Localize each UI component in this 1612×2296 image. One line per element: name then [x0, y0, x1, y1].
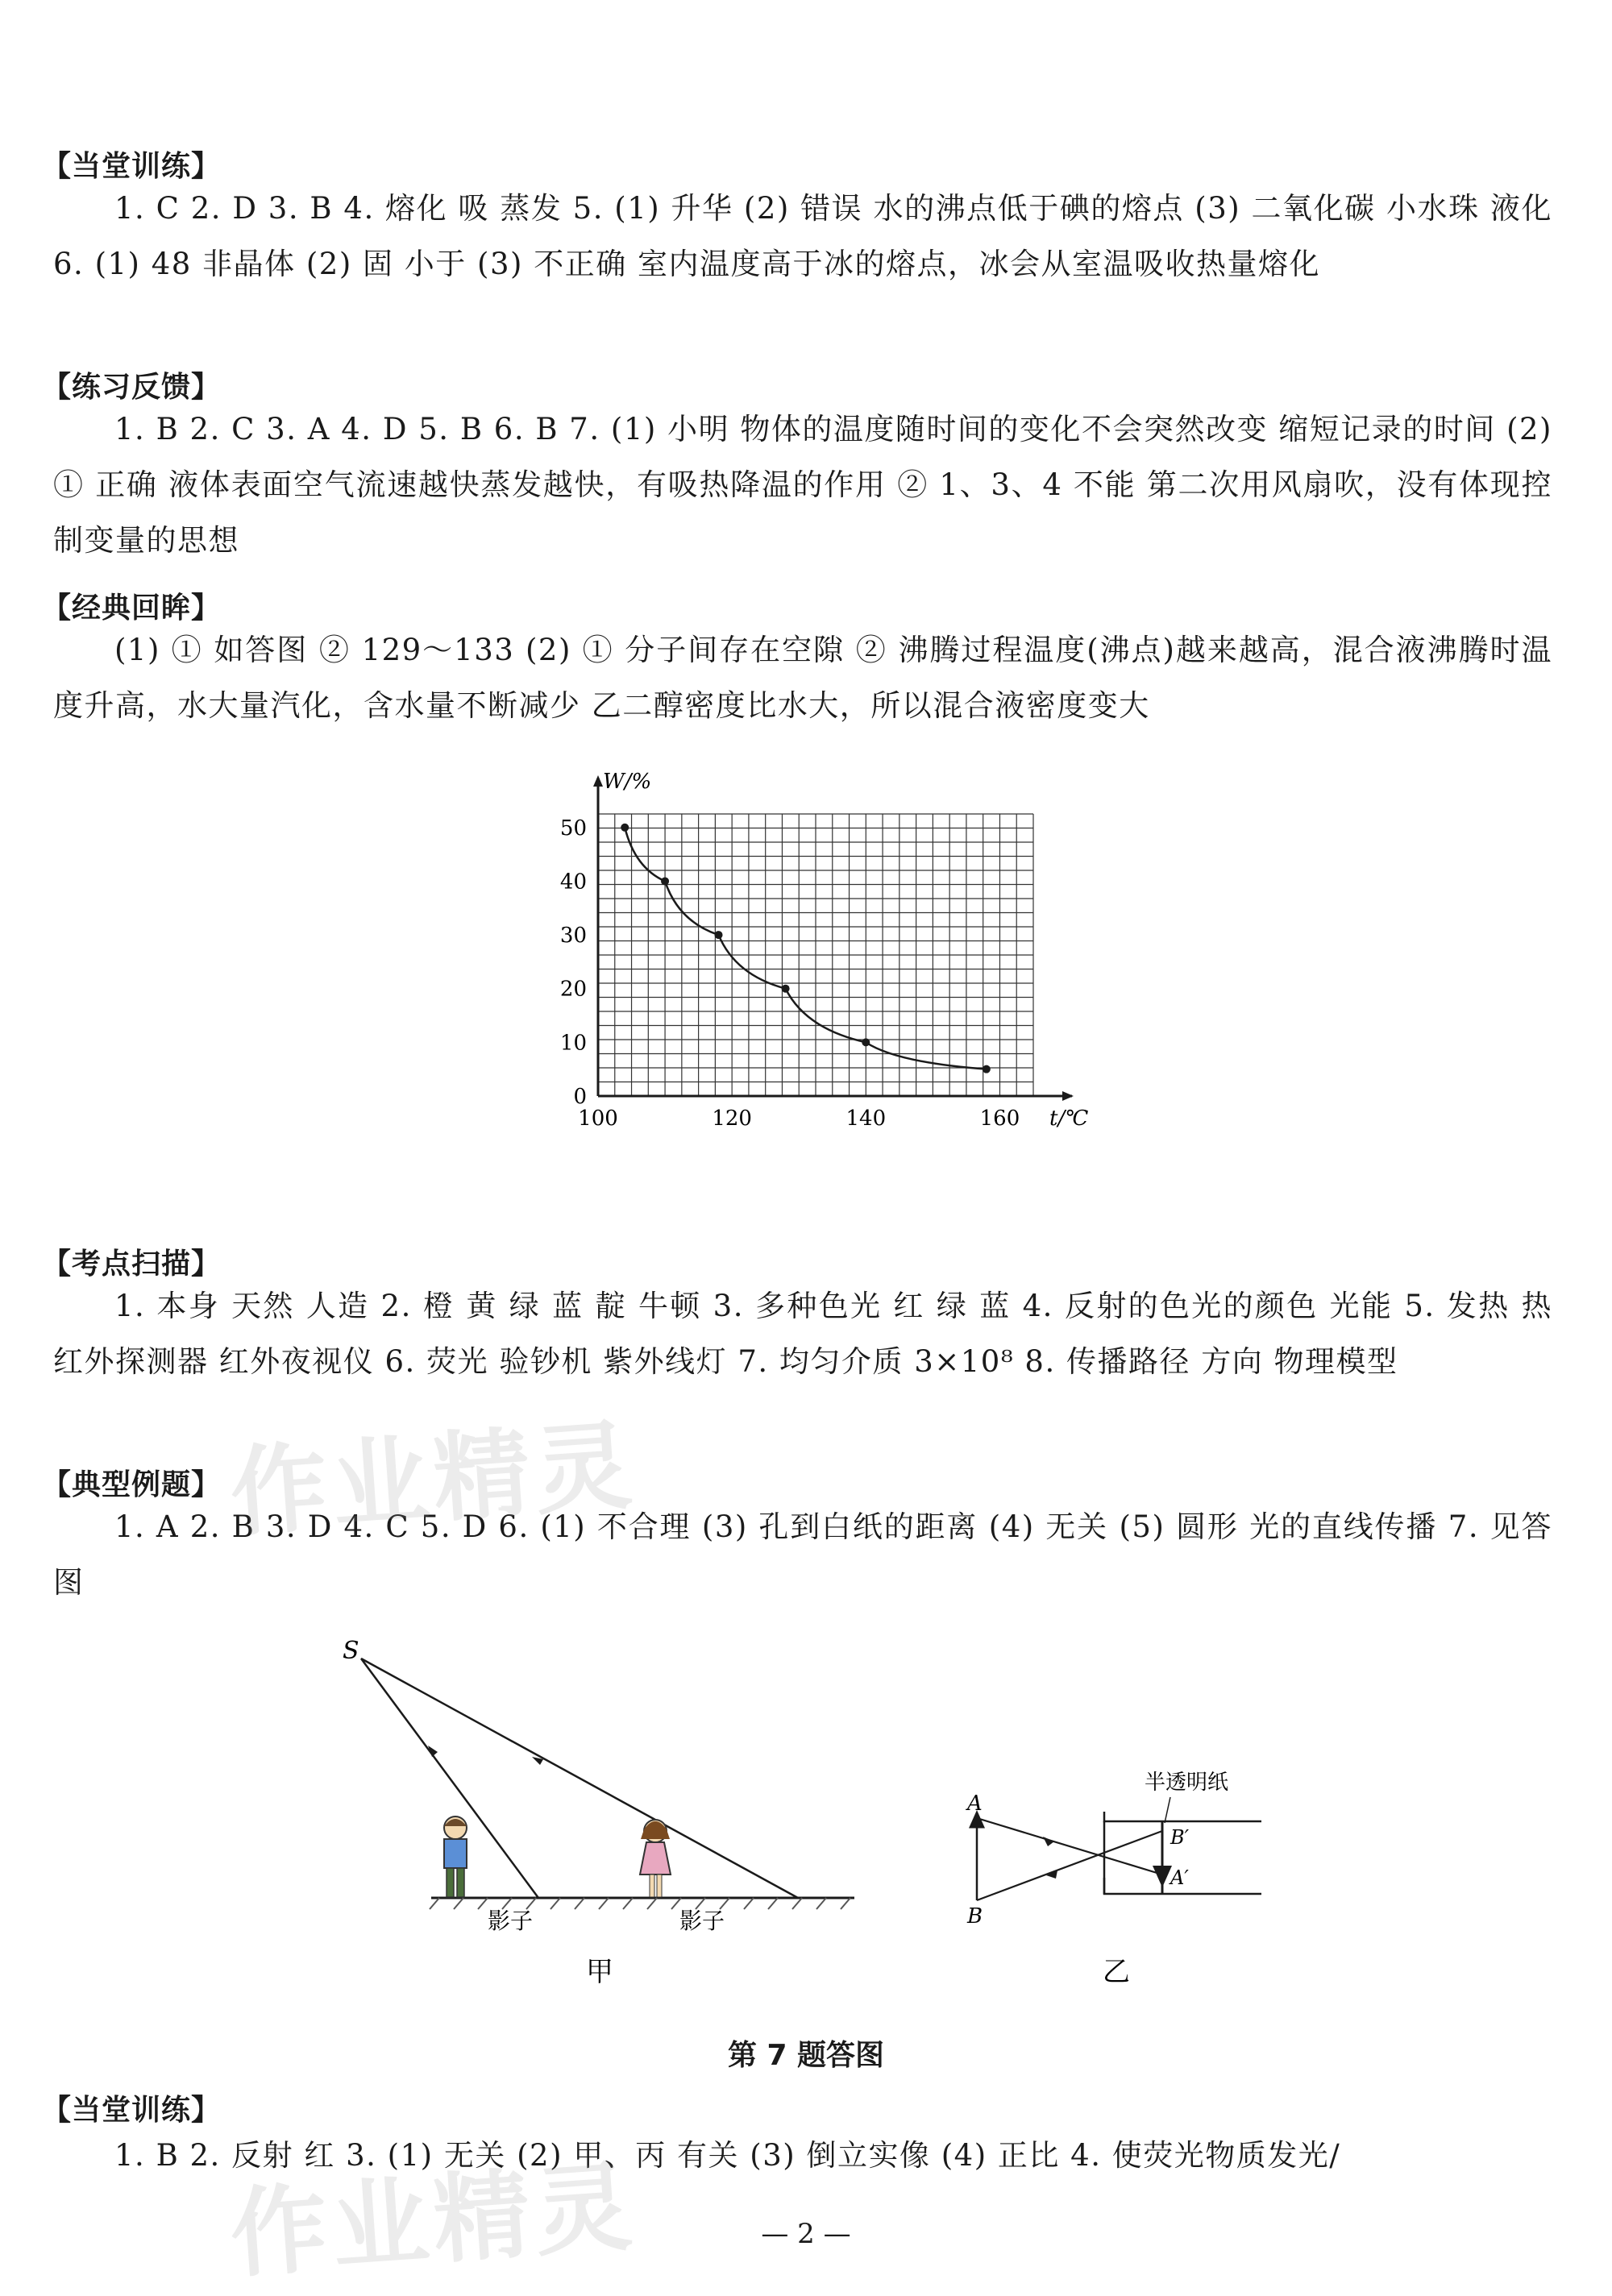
point-b-label: B — [967, 1904, 983, 1929]
chart-y-tick-label: 20 — [559, 977, 587, 1002]
chart-x-tick-label: 100 — [578, 1106, 618, 1128]
chart-x-tick-label: 140 — [845, 1106, 887, 1128]
chart-y-axis-label: W/% — [603, 770, 652, 794]
chart-data-point — [715, 931, 723, 939]
light-ray-2 — [361, 1659, 798, 1898]
box-top — [1104, 1812, 1261, 1821]
figure-right-label: 乙 — [1103, 1956, 1130, 1988]
chart-x-arrow — [1062, 1091, 1074, 1101]
chart-data-point — [621, 824, 629, 832]
source-label: S — [343, 1637, 359, 1665]
section-heading-practice: 【当堂训练】 — [42, 150, 222, 183]
shadow-label-2: 影子 — [679, 1908, 725, 1934]
chart-data-point — [862, 1038, 870, 1046]
water-content-chart — [540, 766, 1104, 1128]
chart-y-tick-label: 30 — [559, 924, 587, 949]
watermark-2: 作业精灵 — [226, 2151, 640, 2292]
chart-data-point — [782, 985, 790, 993]
image-a-label: A′ — [1170, 1866, 1189, 1889]
chart-data-point — [983, 1065, 991, 1073]
boy-figure — [444, 1816, 467, 1897]
chart-y-tick-label: 40 — [559, 870, 587, 895]
section-text-examples: 1. A 2. B 3. D 4. C 5. D 6. (1) 不合理 (3) 孔到白纸的距离 (4) 无关 (5) 圆形 光的直线传播 7. 见答图 — [53, 1509, 1552, 1600]
figure-caption: 第 7 题答图 — [727, 2039, 885, 2072]
section-heading-feedback: 【练习反馈】 — [42, 371, 222, 404]
section-text-practice: 1. C 2. D 3. B 4. 熔化 吸 蒸发 5. (1) 升华 (2) 错误 水的沸点低于碘的熔点 (3) 二氧化碳 小水珠 液化 6. (1) 48 非晶体 (2) 固 小于 (3) 不正确 室内温度高于冰的熔点，冰会从室温吸收热量熔化 — [53, 191, 1552, 281]
figure-yi — [966, 1771, 1261, 1988]
section-heading-examples: 【典型例题】 — [42, 1468, 222, 1501]
watermark: 作业精灵 — [226, 1410, 640, 1551]
section-text-feedback: 1. B 2. C 3. A 4. D 5. B 6. B 7. (1) 小明 物体的温度随时间的变化不会突然改变 缩短记录的时间 (2) ① 正确 液体表面空气流速越快蒸发越快，有吸热降温的作用 ② 1、3、4 不能 第二次用风扇吹，没有体现控制变量的思想 — [53, 412, 1552, 558]
chart-y-tick-label: 0 — [573, 1085, 587, 1109]
shadow-label-1: 影子 — [488, 1908, 534, 1934]
chart-y-arrow — [593, 775, 603, 787]
section-heading-review: 【经典回眸】 — [42, 592, 222, 625]
section-heading-practice-2: 【当堂训练】 — [42, 2094, 222, 2127]
chart-y-tick-label: 50 — [559, 816, 587, 841]
chart-x-tick-label: 160 — [979, 1106, 1020, 1128]
chart-data-point — [661, 877, 669, 885]
chart-x-tick-label: 120 — [712, 1106, 752, 1128]
chart-x-axis-label: t/℃ — [1049, 1106, 1089, 1128]
screen-label: 半透明纸 — [1145, 1771, 1229, 1795]
section-heading-scan: 【考点扫描】 — [42, 1248, 222, 1281]
chart-series-line — [625, 828, 987, 1069]
section-text-practice-2: 1. B 2. 反射 红 3. (1) 无关 (2) 甲、丙 有关 (3) 倒立实像 (4) 正比 4. 使荧光物质发光/ — [114, 2138, 1341, 2173]
section-text-review: (1) ① 如答图 ② 129～133 (2) ① 分子间存在空隙 ② 沸腾过程温度(沸点)越来越高，混合液沸腾时温度升高，水大量汽化，含水量不断减少 乙二醇密度比水大，所以混合液密度变大 — [53, 633, 1552, 723]
image-b-label: B′ — [1170, 1826, 1190, 1849]
girl-figure — [640, 1820, 671, 1897]
figure-7 — [0, 1636, 1612, 2039]
figure-left-label: 甲 — [586, 1956, 613, 1988]
page-number: — 2 — — [761, 2218, 851, 2250]
section-text-scan: 1. 本身 天然 人造 2. 橙 黄 绿 蓝 靛 牛顿 3. 多种色光 红 绿 蓝 4. 反射的色光的颜色 光能 5. 发热 热 红外探测器 红外夜视仪 6. 荧光 验钞机 紫外线灯 7. 均匀介质 3×10⁸ 8. 传播路径 方向 物理模型 — [53, 1289, 1552, 1379]
chart-y-tick-label: 10 — [559, 1031, 587, 1056]
figure-jia — [343, 1637, 854, 1988]
point-a-label: A — [967, 1792, 983, 1816]
